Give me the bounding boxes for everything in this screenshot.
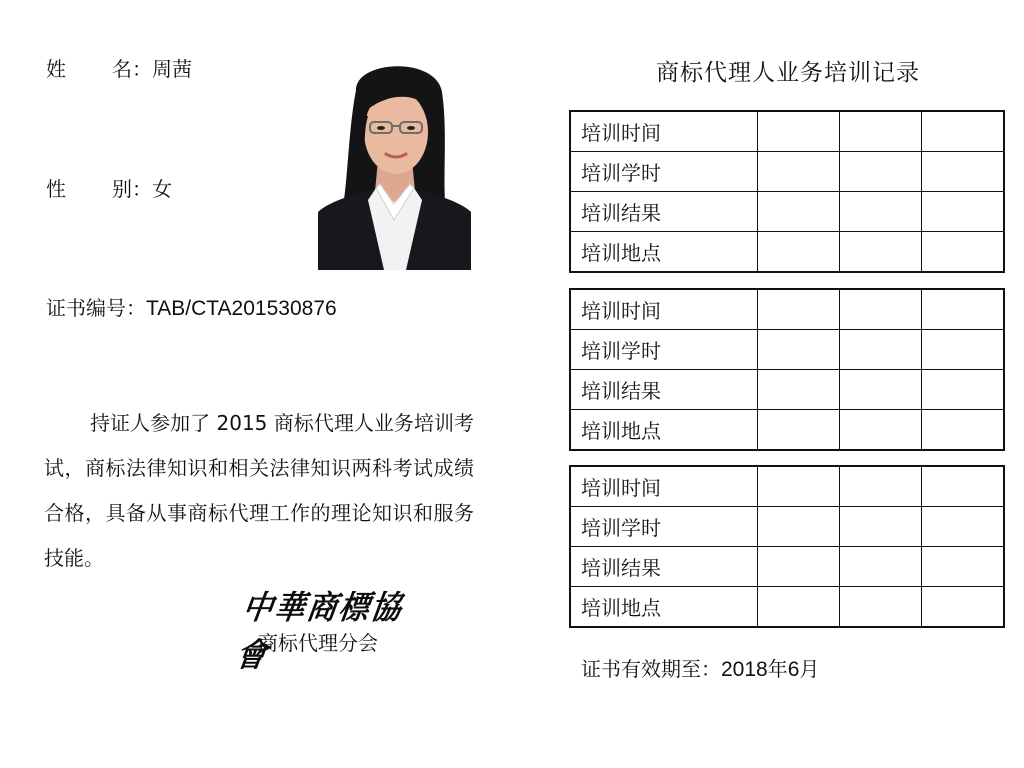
record-cell bbox=[921, 410, 1004, 451]
training-record-table bbox=[569, 110, 1005, 273]
record-cell bbox=[839, 192, 921, 232]
record-cell bbox=[921, 587, 1004, 628]
certificate-number-value: TAB/CTA201530876 bbox=[146, 297, 337, 320]
issuer-branch-name: 商标代理分会 bbox=[258, 631, 378, 655]
training-hours-label: 培训学时 bbox=[570, 152, 757, 192]
training-record-row bbox=[570, 370, 1004, 410]
training-result-label: 培训结果 bbox=[570, 192, 757, 232]
training-record-row bbox=[570, 547, 1004, 587]
certificate-statement: 持证人参加了 2015 商标代理人业务培训考试，商标法律知识和相关法律知识两科考试成绩合格，具备从事商标代理工作的理论知识和服务技能。 bbox=[44, 411, 474, 570]
record-cell bbox=[757, 192, 839, 232]
record-cell bbox=[839, 111, 921, 152]
training-record-row bbox=[570, 410, 1004, 451]
training-record-row bbox=[570, 152, 1004, 192]
record-cell bbox=[839, 587, 921, 628]
record-cell bbox=[921, 507, 1004, 547]
training-record-row bbox=[570, 232, 1004, 273]
training-record-table bbox=[569, 288, 1005, 451]
training-record-row bbox=[570, 111, 1004, 152]
record-cell bbox=[757, 152, 839, 192]
gender-value: 女 bbox=[152, 177, 172, 201]
record-cell bbox=[839, 232, 921, 273]
training-time-label: 培训时间 bbox=[570, 289, 757, 330]
validity-month: 6 bbox=[787, 658, 800, 681]
record-cell bbox=[839, 330, 921, 370]
training-record-row bbox=[570, 289, 1004, 330]
training-result-label: 培训结果 bbox=[570, 370, 757, 410]
record-cell bbox=[757, 330, 839, 370]
training-location-label: 培训地点 bbox=[570, 410, 757, 451]
training-time-label: 培训时间 bbox=[570, 466, 757, 507]
record-cell bbox=[757, 466, 839, 507]
validity-month-unit: 月 bbox=[799, 657, 820, 681]
name-field bbox=[46, 56, 192, 82]
record-cell bbox=[757, 507, 839, 547]
validity-year: 2018 bbox=[721, 658, 768, 681]
record-cell bbox=[757, 370, 839, 410]
training-record-table bbox=[569, 465, 1005, 628]
name-value: 周茜 bbox=[152, 57, 192, 81]
training-record-row bbox=[570, 587, 1004, 628]
name-label-2: 名： bbox=[112, 57, 152, 81]
validity-label: 证书有效期至： bbox=[581, 657, 721, 681]
record-cell bbox=[921, 289, 1004, 330]
record-cell bbox=[839, 289, 921, 330]
record-cell bbox=[757, 410, 839, 451]
record-cell bbox=[757, 232, 839, 273]
record-cell bbox=[839, 466, 921, 507]
record-cell bbox=[921, 192, 1004, 232]
training-record-row bbox=[570, 466, 1004, 507]
record-cell bbox=[921, 232, 1004, 273]
portrait-image bbox=[318, 52, 471, 270]
gender-label-1: 性 bbox=[46, 177, 66, 201]
training-hours-label: 培训学时 bbox=[570, 330, 757, 370]
record-cell bbox=[839, 152, 921, 192]
training-record-row bbox=[570, 192, 1004, 232]
record-cell bbox=[839, 507, 921, 547]
record-cell bbox=[757, 587, 839, 628]
certificate-number-field bbox=[46, 295, 337, 322]
training-location-label: 培训地点 bbox=[570, 232, 757, 273]
certificate-number-label: 证书编号： bbox=[46, 296, 146, 320]
record-cell bbox=[921, 370, 1004, 410]
training-hours-label: 培训学时 bbox=[570, 507, 757, 547]
gender-field bbox=[46, 176, 172, 202]
training-record-row bbox=[570, 507, 1004, 547]
holder-photo bbox=[318, 52, 471, 270]
training-record-row bbox=[570, 330, 1004, 370]
record-cell bbox=[757, 111, 839, 152]
record-cell bbox=[757, 289, 839, 330]
record-cell bbox=[921, 466, 1004, 507]
training-record-title: 商标代理人业务培训记录 bbox=[656, 60, 920, 86]
record-cell bbox=[757, 547, 839, 587]
association-calligraphy-text: 中華商標協會 bbox=[233, 589, 406, 675]
record-cell bbox=[921, 152, 1004, 192]
training-result-label: 培训结果 bbox=[570, 547, 757, 587]
record-cell bbox=[839, 410, 921, 451]
training-location-label: 培训地点 bbox=[570, 587, 757, 628]
certificate-validity bbox=[581, 656, 819, 683]
gender-label-2: 别： bbox=[112, 177, 152, 201]
record-cell bbox=[921, 111, 1004, 152]
record-cell bbox=[921, 547, 1004, 587]
name-label-1: 姓 bbox=[46, 57, 66, 81]
training-time-label: 培训时间 bbox=[570, 111, 757, 152]
record-cell bbox=[921, 330, 1004, 370]
record-cell bbox=[839, 547, 921, 587]
validity-year-unit: 年 bbox=[767, 657, 788, 681]
record-cell bbox=[839, 370, 921, 410]
